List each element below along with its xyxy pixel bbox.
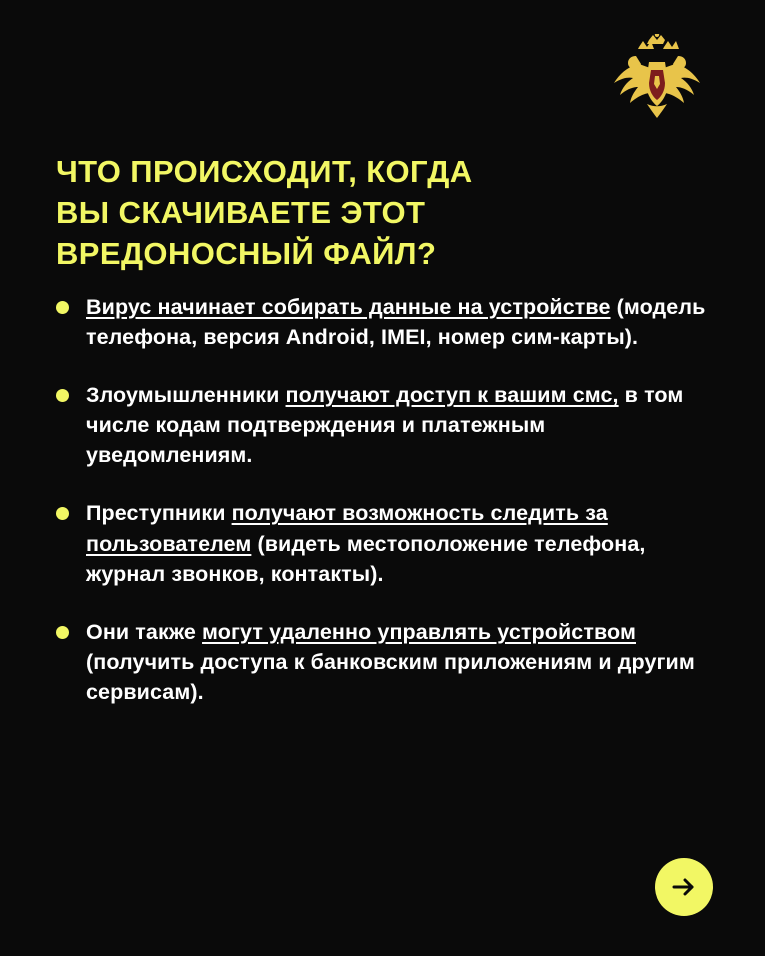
list-item-text (86, 380, 716, 470)
list-item-text (86, 498, 716, 588)
list-item-rest: (видеть местоположение телефона, журнал звонков, контакты). (86, 531, 646, 586)
next-slide-button[interactable] (655, 858, 713, 916)
russian-eagle-emblem-icon (609, 34, 705, 120)
list-item-rest: в том числе кодам подтверждения и платежным уведомлениям. (86, 383, 684, 468)
list-item-highlight: получают доступ к вашим смс, (285, 383, 619, 408)
list-item (56, 380, 716, 470)
bullet-dot-icon (56, 626, 69, 639)
list-item-rest: (модель телефона, версия Android, IMEI, номер сим-карты). (86, 295, 706, 350)
bullet-dot-icon (56, 507, 69, 520)
arrow-right-icon (669, 872, 699, 902)
list-item-lead: Преступники (86, 501, 232, 526)
bullet-dot-icon (56, 301, 69, 314)
list-item (56, 617, 716, 707)
list-item-lead: Злоумышленники (86, 383, 286, 408)
list-item-text (86, 292, 716, 352)
title-line-3: ВРЕДОНОСНЫЙ ФАЙЛ? (56, 236, 437, 272)
list-item-lead: Они также (86, 619, 203, 644)
list-item-highlight: могут удаленно управлять устройством (202, 619, 636, 644)
list-item-rest: (получить доступа к банковским приложениям и другим сервисам). (86, 649, 695, 704)
page-title (56, 151, 696, 275)
bullet-dot-icon (56, 389, 69, 402)
list-item (56, 498, 716, 588)
list-item (56, 292, 716, 352)
title-line-1: ЧТО ПРОИСХОДИТ, КОГДА (56, 153, 473, 189)
title-line-2: ВЫ СКАЧИВАЕТЕ ЭТОТ (56, 194, 426, 230)
list-item-highlight: получают возможность следить за пользователем (86, 501, 608, 556)
consequences-list (56, 292, 716, 735)
list-item-text (86, 617, 716, 707)
list-item-highlight: Вирус начинает собирать данные на устройстве (86, 295, 611, 319)
